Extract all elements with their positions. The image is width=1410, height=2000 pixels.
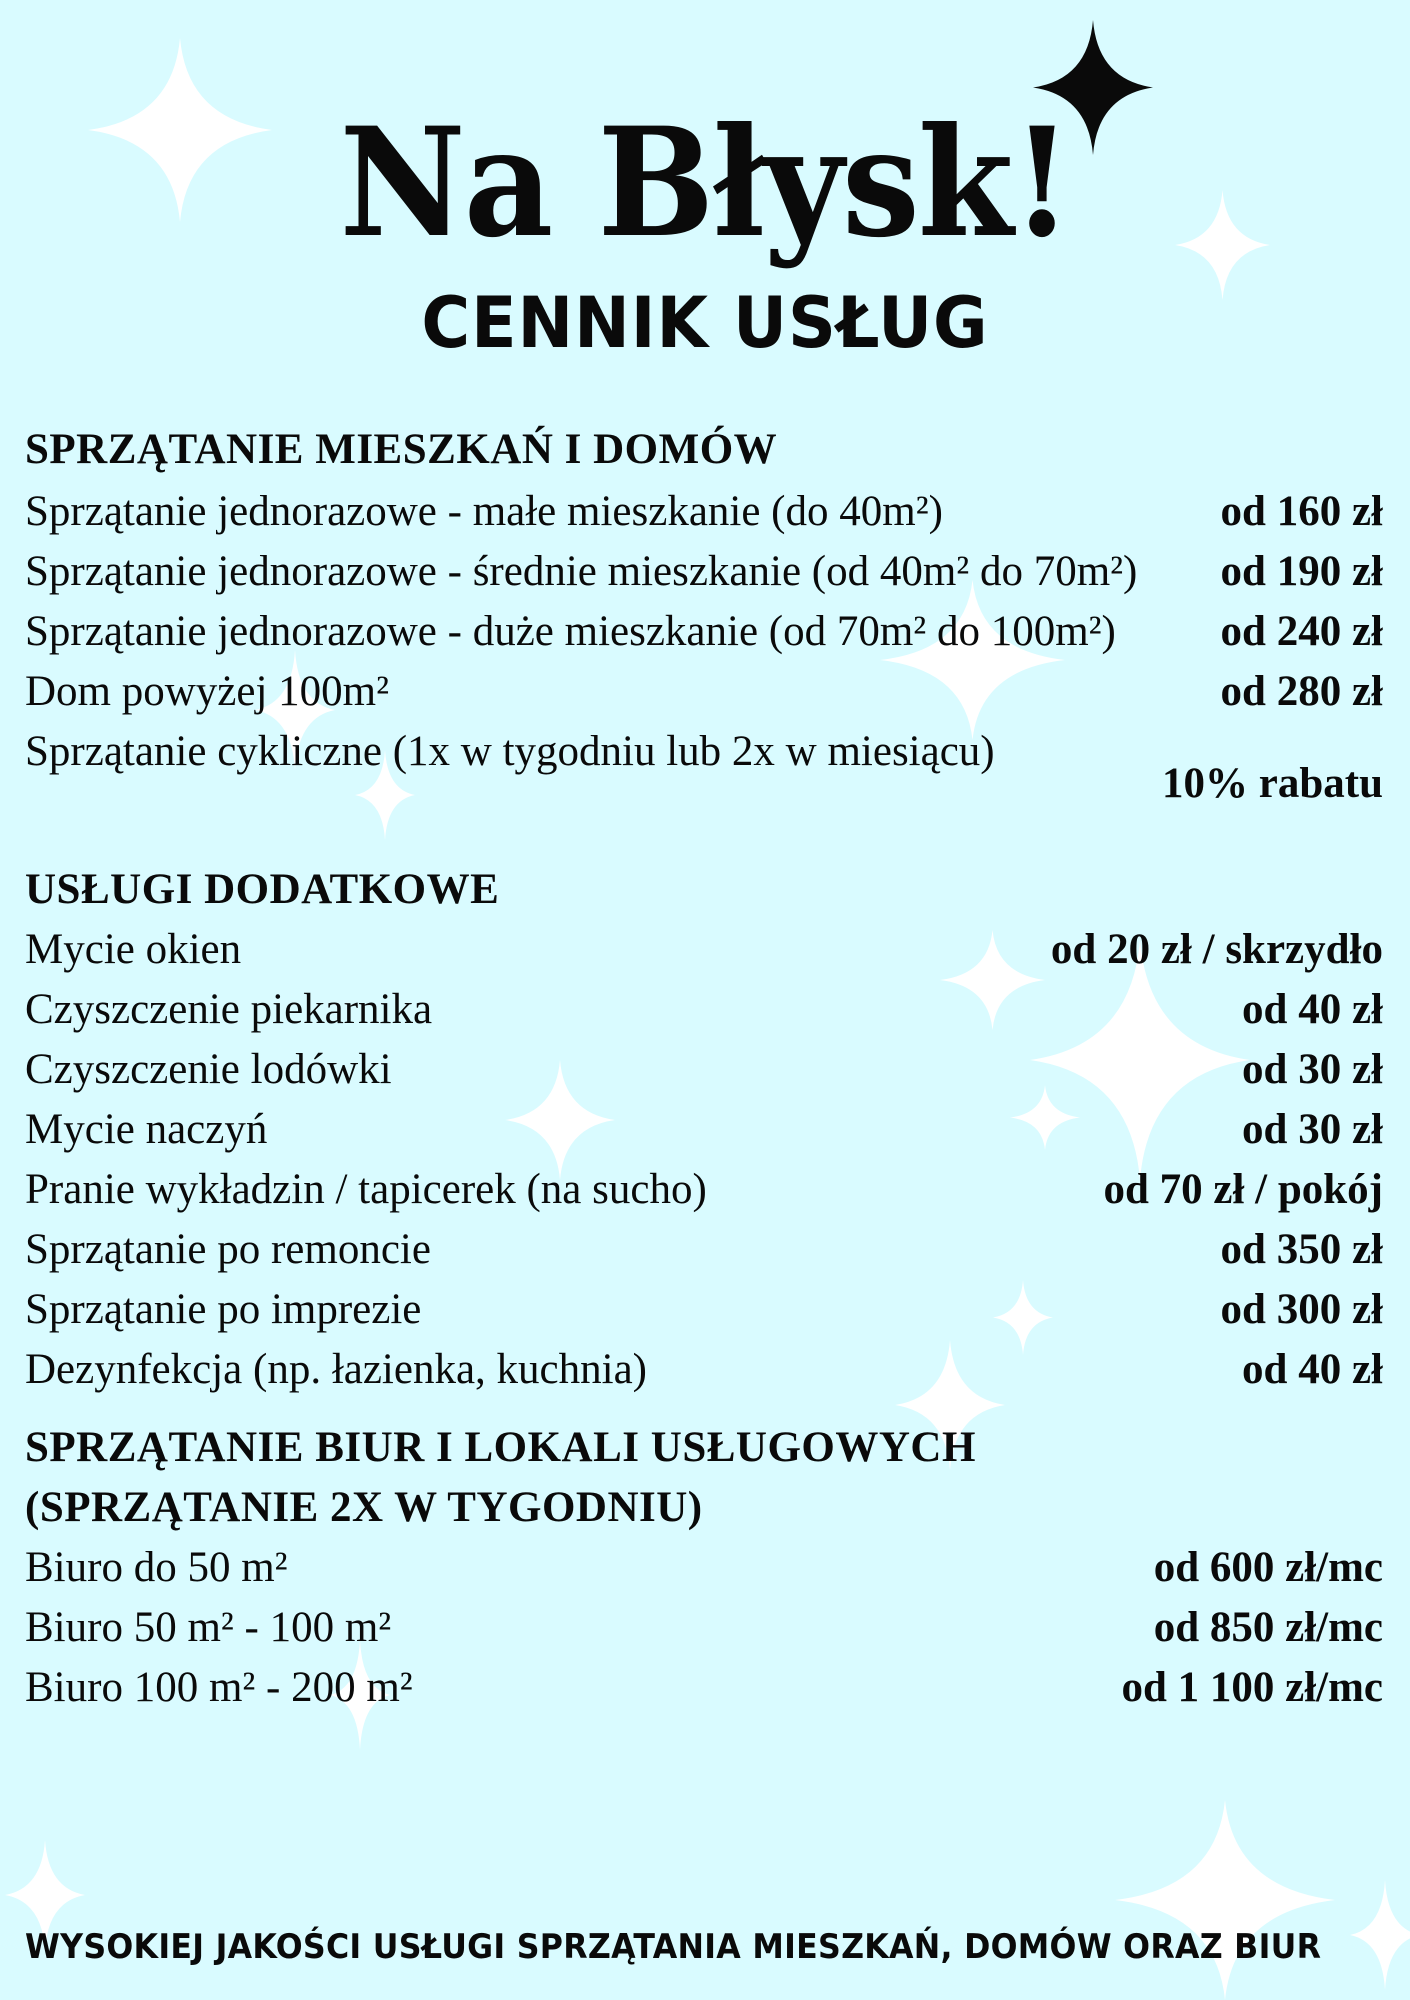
service-label: Sprzątanie po imprezie xyxy=(25,1286,422,1333)
section-offices xyxy=(25,1418,1383,1718)
service-label: Sprzątanie jednorazowe - średnie mieszkanie (od 40m² do 70m²) xyxy=(25,548,1138,595)
page-title: Na Błysk! xyxy=(339,95,1071,271)
service-price: od 20 zł / skrzydło xyxy=(1050,926,1383,973)
page-subtitle: CENNIK USŁUG xyxy=(421,282,989,364)
service-label: Sprzątanie jednorazowe - duże mieszkanie (od 70m² do 100m²) xyxy=(25,608,1116,655)
section-title: SPRZĄTANIE MIESZKAŃ I DOMÓW xyxy=(25,426,778,473)
service-label: Biuro do 50 m² xyxy=(25,1544,288,1591)
service-label: Biuro 50 m² - 100 m² xyxy=(25,1604,392,1651)
service-price: od 30 zł xyxy=(1242,1106,1383,1153)
service-label: Czyszczenie lodówki xyxy=(25,1046,392,1093)
price-row xyxy=(25,1598,1383,1658)
service-price: od 40 zł xyxy=(1242,986,1383,1033)
service-label: Sprzątanie po remoncie xyxy=(25,1226,431,1273)
service-label: Mycie okien xyxy=(25,926,242,973)
service-price: od 70 zł / pokój xyxy=(1103,1166,1383,1213)
footer-tagline: WYSOKIEJ JAKOŚCI USŁUGI SPRZĄTANIA MIESZKAŃ, DOMÓW ORAZ BIUR xyxy=(25,1927,1322,1967)
price-row xyxy=(25,980,1383,1040)
service-price: od 280 zł xyxy=(1220,668,1383,715)
section-additional-services xyxy=(25,860,1383,1400)
service-price: od 1 100 zł/mc xyxy=(1121,1664,1383,1711)
price-row xyxy=(25,1340,1383,1400)
price-row xyxy=(25,1538,1383,1598)
price-row xyxy=(25,1658,1383,1718)
service-price: od 190 zł xyxy=(1220,548,1383,595)
section-title: SPRZĄTANIE BIUR I LOKALI USŁUGOWYCH (SPRZĄTANIE 2X W TYGODNIU) xyxy=(25,1424,976,1531)
service-label: Dezynfekcja (np. łazienka, kuchnia) xyxy=(25,1346,647,1393)
price-list xyxy=(25,420,1383,1718)
price-row xyxy=(25,722,1383,807)
price-row xyxy=(25,1040,1383,1100)
service-price: od 350 zł xyxy=(1220,1226,1383,1273)
section-apartments xyxy=(25,420,1383,807)
service-price: od 300 zł xyxy=(1220,1286,1383,1333)
service-label: Czyszczenie piekarnika xyxy=(25,986,433,1033)
price-row xyxy=(25,1100,1383,1160)
service-price: od 40 zł xyxy=(1242,1346,1383,1393)
service-label: Pranie wykładzin / tapicerek (na sucho) xyxy=(25,1166,707,1213)
price-row xyxy=(25,602,1383,662)
price-row xyxy=(25,1160,1383,1220)
price-row xyxy=(25,542,1383,602)
service-label: Mycie naczyń xyxy=(25,1106,268,1153)
sparkle-icon xyxy=(1115,1800,1335,2000)
service-price: od 850 zł/mc xyxy=(1153,1604,1383,1651)
service-price: od 240 zł xyxy=(1220,608,1383,655)
service-price: od 600 zł/mc xyxy=(1153,1544,1383,1591)
service-label: Sprzątanie jednorazowe - małe mieszkanie (do 40m²) xyxy=(25,488,943,535)
service-price: od 30 zł xyxy=(1242,1046,1383,1093)
section-title: USŁUGI DODATKOWE xyxy=(25,866,500,913)
price-row xyxy=(25,1220,1383,1280)
price-row xyxy=(25,920,1383,980)
service-label: Dom powyżej 100m² xyxy=(25,668,390,715)
service-label: Sprzątanie cykliczne (1x w tygodniu lub 2x w miesiącu) xyxy=(25,728,995,775)
service-price: od 160 zł xyxy=(1220,488,1383,535)
sparkle-icon xyxy=(1350,1880,1410,1990)
price-row xyxy=(25,482,1383,542)
service-label: Biuro 100 m² - 200 m² xyxy=(25,1664,413,1711)
price-row xyxy=(25,1280,1383,1340)
service-price: 10% rabatu xyxy=(1162,760,1383,807)
price-row xyxy=(25,662,1383,722)
